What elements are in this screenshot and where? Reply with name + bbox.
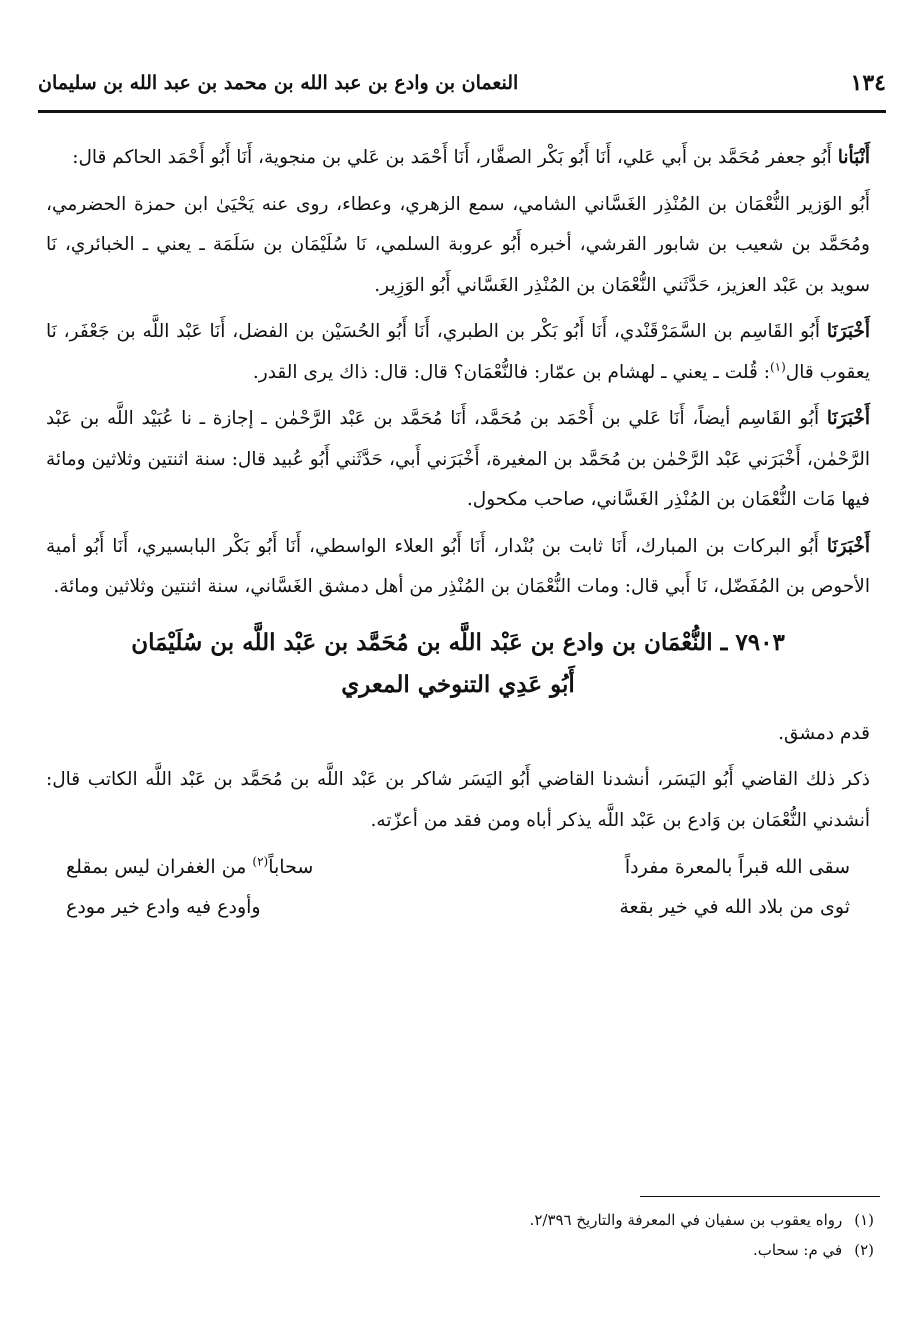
poem-hemistich-second: [66, 847, 313, 887]
poem-hemistich-first: سقى الله قبراً بالمعرة مفرداً: [624, 856, 850, 878]
footnote-number: (١): [854, 1211, 874, 1229]
entry-heading-line-2: أَبُو عَدِي التنوخي المعري: [341, 670, 575, 698]
paragraph-text: أَبُو القَاسِم بن السَّمَرْقَنْدي، أَنَا أَبُو بَكْر بن الطبري، أَنَا أَبُو الحُسَيْن بن الفضل، أَنَا عَبْد اللَّه بن جَعْفَر، نَا يعقوب قال: [46, 321, 870, 383]
entry-intro: قدم دمشق.: [778, 722, 870, 744]
paragraph-lead: أَنْبَأنا: [837, 147, 870, 168]
page-number: ١٣٤: [850, 70, 886, 96]
footnote: [42, 1205, 874, 1235]
footnote-marker: (١): [769, 359, 786, 374]
poem-line: [66, 847, 850, 887]
footnote-text: في م: سحاب.: [752, 1241, 843, 1259]
paragraph-text: أَبُو القَاسِم أيضاً، أَنَا عَلي بن أَحْمَد بن مُحَمَّد، أَنَا مُحَمَّد بن عَبْد الرَّحْمٰن ـ إجازة ـ نا عُبَيْد اللَّه بن عَبْد الرَّحْمٰن، أَخْبَرَني عَبْد الرَّحْمٰن بن مُحَمَّد بن المغيرة، أَخْبَرَني أَبي، حَدَّثَني أَبُو عُبيد قال: سنة اثنتين وثلاثين ومائة فيها مَات النُّعْمَان بن المُنْذِر الغَسَّاني، صاحب مكحول.: [46, 408, 870, 510]
paragraph-5: [46, 527, 870, 608]
footnote: [42, 1235, 874, 1265]
footnote-text: رواه يعقوب بن سفيان في المعرفة والتاريخ ٢/٣٩٦.: [529, 1211, 843, 1229]
running-title: النعمان بن وادع بن عبد الله بن محمد بن عبد الله بن سليمان: [38, 72, 519, 94]
paragraph-3: [46, 312, 870, 393]
paragraph-lead: أَخْبَرَنَا: [826, 535, 870, 557]
poem: [66, 847, 850, 927]
running-header: [38, 66, 886, 100]
footnotes: [42, 1205, 874, 1265]
entry-heading: [46, 622, 870, 706]
poem-hemistich-first: ثوى من بلاد الله في خير بقعة: [619, 896, 850, 918]
paragraph-lead: أَخْبَرَنَا: [826, 408, 870, 429]
paragraph-lead: أَخْبَرَنَا: [826, 321, 870, 342]
paragraph-text: أَبُو جعفر مُحَمَّد بن أَبي عَلي، أَنَا أَبُو بَكْر الصفَّار، أَنَا أَحْمَد بن عَلي بن منجوية، أَنَا أَبُو أَحْمَد الحاكم قال:: [72, 147, 838, 168]
entry-heading-line-1: ٧٩٠٣ ـ النُّعْمَان بن وادع بن عَبْد اللَّه بن مُحَمَّد بن عَبْد اللَّه بن سُلَيْمَان: [131, 628, 785, 656]
main-text: [46, 138, 870, 927]
entry-body: ذكر ذلك القاضي أَبُو اليَسَر، أنشدنا القاضي أَبُو اليَسَر شاكر بن عَبْد اللَّه بن مُحَمَّد بن عَبْد اللَّه الكاتب قال: أنشدني النُّعْمَان بن وَادع بن عَبْد اللَّه يذكر أباه ومن فقد من أعزّته.: [46, 769, 870, 831]
paragraph-text: أَبُو البركات بن المبارك، أَنَا ثابت بن بُنْدار، أَنَا أَبُو العلاء الواسطي، أَنَا أَبُو بَكْر البابسيري، أَنَا أَبُو أمية الأحوص بن المُفَضّل، نَا أَبي قال: ومات النُّعْمَان بن المُنْذِر من أهل دمشق الغَسَّاني، سنة اثنتين وثلاثين ومائة.: [46, 535, 870, 597]
paragraph-1: [46, 138, 870, 179]
footnote-rule: [640, 1196, 880, 1197]
header-rule: [38, 110, 886, 113]
paragraph-2: [46, 185, 870, 307]
poem-text: سحاباً: [268, 856, 314, 878]
poem-text: من الغفران ليس بمقلع: [66, 856, 253, 878]
footnote-marker: (٢): [252, 854, 269, 869]
poem-hemistich-second: وأودع فيه وادع خير مودع: [66, 896, 261, 918]
poem-line: [66, 887, 850, 927]
paragraph-4: [46, 399, 870, 521]
paragraph-text: أَبُو الوَزير النُّعْمَان بن المُنْذِر الغَسَّاني الشامي، سمع الزهري، وعطاء، روى عنه يَحْيَىٰ ابن حمزة الحضرمي، ومُحَمَّد بن شعيب بن شابور القرشي، أخبره أَبُو عروبة السلمي، نَا سُلَيْمَان بن سَلَمَة ـ يعني ـ الخبائري، نَا سويد بن عَبْد العزيز، حَدَّثَني النُّعْمَان بن المُنْذِر الغَسَّاني أَبُو الوَزِير.: [46, 193, 870, 296]
paragraph-text-continued: : قُلت ـ يعني ـ لهشام بن عمّار: فالنُّعْمَان؟ قال: قال: ذاك يرى القدر.: [252, 361, 770, 383]
footnote-number: (٢): [854, 1241, 874, 1259]
